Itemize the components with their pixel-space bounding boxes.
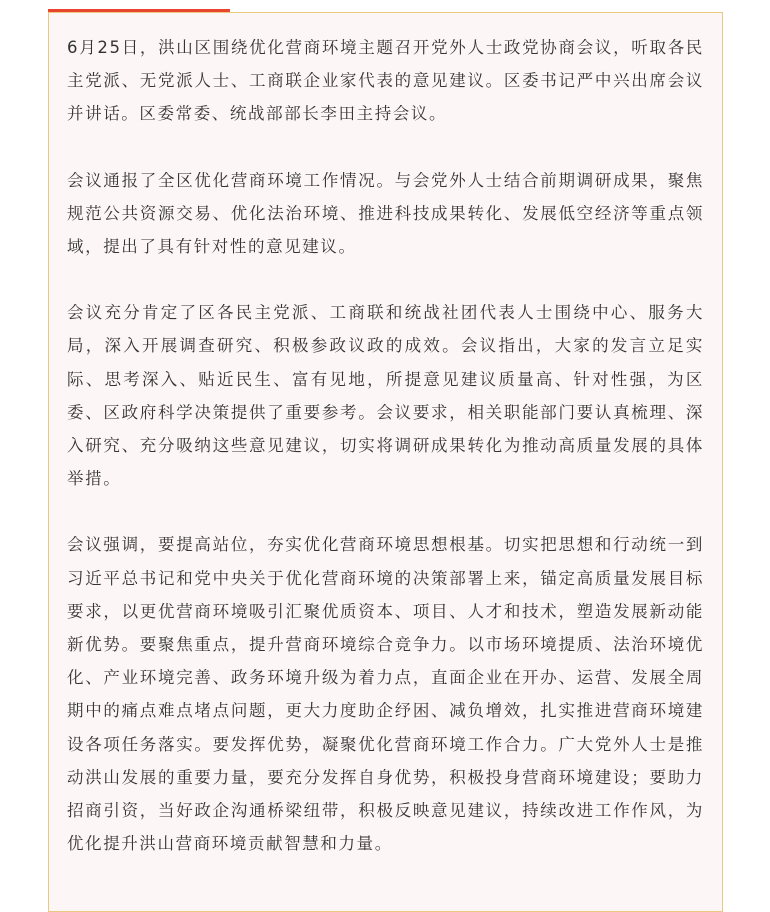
article-paragraph-1: 6月25日，洪山区围绕优化营商环境主题召开党外人士政党协商会议，听取各民主党派、无党派人士、工商联企业家代表的意见建议。区委书记严中兴出席会议并讲话。区委常委、统战部部长李田主持会议。 bbox=[67, 38, 704, 124]
article-paragraph-4: 会议强调，要提高站位，夯实优化营商环境思想根基。切实把思想和行动统一到习近平总书记和党中央关于优化营商环境的决策部署上来，锚定高质量发展目标要求，以更优营商环境吸引汇聚优质资本、项目、人才和技术，塑造发展新动能新优势。要聚焦重点，提升营商环境综合竞争力。以市场环境提质、法治环境优化、产业环境完善、政务环境升级为着力点，直面企业在开办、运营、发展全周期中的痛点难点堵点问题，更大力度助企纾困、减负增效，扎实推进营商环境建设各项任务落实。要发挥优势，凝聚优化营商环境工作合力。广大党外人士是推动洪山发展的重要力量，要充分发挥自身优势，积极投身营商环境建设；要助力招商引资，当好政企沟通桥梁纽带，积极反映意见建议，持续改进工作作风，为优化提升洪山营商环境贡献智慧和力量。 bbox=[67, 535, 704, 854]
article-content-box bbox=[48, 12, 723, 912]
article-paragraph-2: 会议通报了全区优化营商环境工作情况。与会党外人士结合前期调研成果，聚焦规范公共资源交易、优化法治环境、推进科技成果转化、发展低空经济等重点领域，提出了具有针对性的意见建议。 bbox=[67, 170, 704, 257]
article-paragraph-3: 会议充分肯定了区各民主党派、工商联和统战社团代表人士围绕中心、服务大局，深入开展调查研究、积极参政议政的成效。会议指出，大家的发言立足实际、思考深入、贴近民生、富有见地，所提意见建议质量高、针对性强，为区委、区政府科学决策提供了重要参考。会议要求，相关职能部门要认真梳理、深入研究、充分吸纳这些意见建议，切实将调研成果转化为推动高质量发展的具体举措。 bbox=[67, 303, 704, 489]
